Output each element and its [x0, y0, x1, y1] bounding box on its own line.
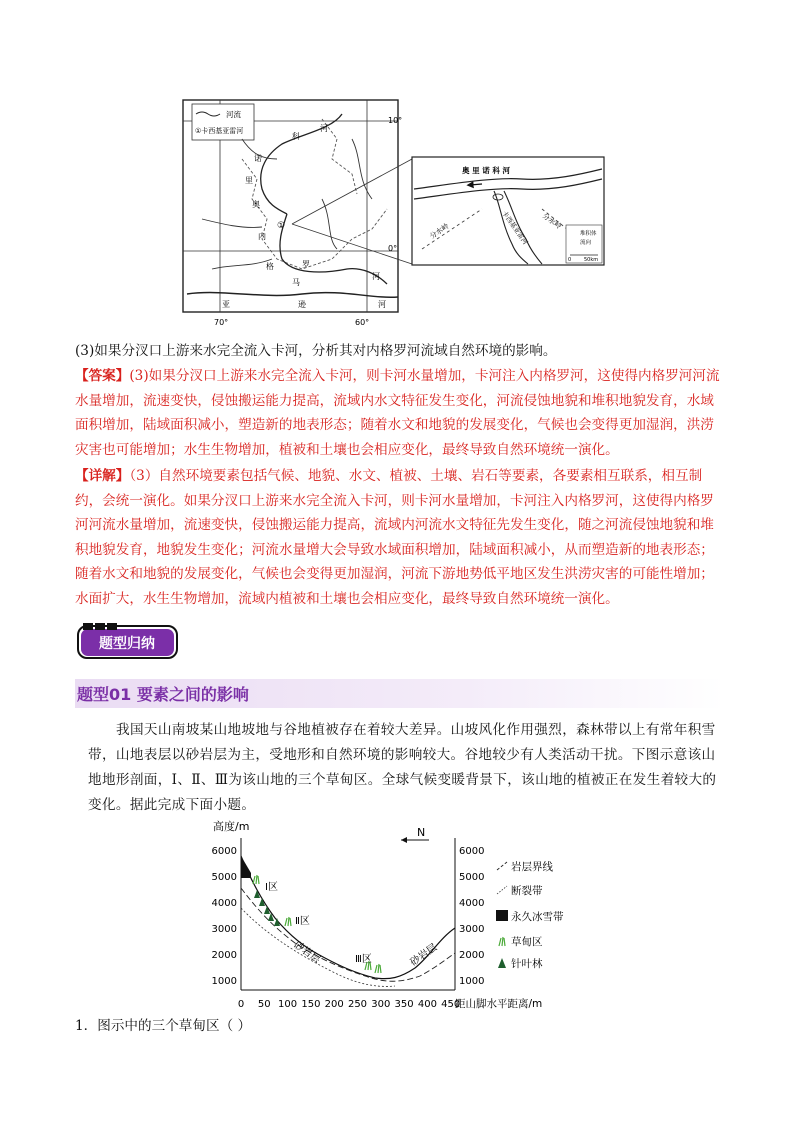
legend-item: 草甸区: [511, 936, 543, 948]
orinoco-char: 科: [292, 132, 300, 141]
profile-ylabel: 高度/m: [213, 820, 250, 833]
inset-casiquiare-label: 卡西基亚雷河: [500, 209, 530, 247]
zone-3-label: Ⅲ区: [355, 954, 372, 965]
inset-scale-0: 0: [568, 257, 572, 263]
amazon-char: 河: [378, 300, 386, 309]
legend-item: 永久冰雪带: [511, 911, 564, 923]
y-tick-label-right: 1000: [459, 976, 485, 987]
y-tick-label-right: 5000: [459, 872, 485, 883]
legend-casiquiare-label: ①卡西基亚雷河: [195, 127, 244, 135]
inset-legend-line1: 堆积体: [580, 231, 597, 237]
y-tick-label-left: 5000: [211, 872, 237, 883]
y-tick-label-right: 2000: [459, 950, 485, 961]
x-tick-label: 0: [237, 999, 245, 1010]
x-tick-label: 150: [301, 999, 321, 1010]
section-heading: [75, 679, 725, 708]
north-label: N: [417, 826, 426, 839]
question-1: 1．图示中的三个草甸区（ ）: [75, 1018, 252, 1034]
section-badge: [75, 620, 180, 662]
legend-river-label: 河流: [226, 110, 241, 119]
y-tick-label-right: 3000: [459, 924, 485, 935]
lon-60-label: 60°: [355, 318, 370, 327]
legend-item: 岩层界线: [511, 861, 553, 873]
legend-item: 针叶林: [511, 958, 543, 970]
orinoco-char: 奥: [252, 200, 260, 209]
casiquiare-marker: ①: [277, 221, 286, 231]
profile-figure: [205, 818, 600, 1018]
inset-legend-line2: 流向: [580, 240, 592, 246]
y-tick-label-left: 2000: [211, 950, 237, 961]
x-tick-label: 350: [394, 999, 414, 1010]
fault-zone: [241, 908, 395, 986]
rock-boundary: [241, 888, 455, 981]
map-figure: [182, 99, 608, 329]
inset-scale-50: 50km: [584, 257, 599, 263]
y-tick-label-right: 4000: [459, 898, 485, 909]
negro-char: 罗: [302, 260, 310, 269]
orinoco-char: 里: [245, 176, 253, 185]
amazon-char: 逊: [298, 300, 306, 309]
sandstone-right-label: 砂岩层: [408, 942, 440, 969]
section-title: 题型01 要素之间的影响: [77, 685, 249, 704]
x-tick-label: 400: [417, 999, 437, 1010]
conifer-forest: [254, 890, 280, 926]
question-stem: 我国天山南坡某山地坡地与谷地植被存在着较大差异。山坡风化作用强烈，森林带以上有常年积雪带，山地表层以砂岩层为主，受地形和自然环境的影响较大。谷地较少有人类活动干扰。下图示意该山地地形剖面，Ⅰ、Ⅱ、Ⅲ为该山地的三个草甸区。全球气候变暖背景下，该山地的植被正在发生着较大的变化。据此完成下面小题。: [88, 722, 717, 813]
zone-1-label: Ⅰ区: [265, 882, 278, 893]
answer-tag: 【答案】: [75, 368, 130, 384]
negro-char: 格: [266, 262, 274, 271]
profile-xlabel: 距山脚水平距离/m: [455, 998, 543, 1010]
amazon-char: 亚: [222, 300, 230, 309]
detail-text: （3）自然环境要素包括气候、地貌、水文、植被、土壤、岩石等要素，各要素相互联系，相互制约，会统一演化。如果分汊口上游来水完全流入卡河，则卡河水量增加，卡河注入内格罗河，这使得内格罗河河流水量增加，流速变快，侵蚀搬运能力提高，流域内河流水文特征先发生变化，随之河流侵蚀地貌和堆积地貌发育，地貌发生变化；河流水量增大会导致水域面积增加，陆域面积减小，从而塑造新的地表形态；随着水文和地貌的发展变化，气候也会变得更加湿润，河流下游地势低平地区发生洪涝灾害的可能性增加；水面扩大，水生生物增加，流域内植被和土壤也会相应变化，最终导致自然环境统一演化。: [75, 468, 714, 607]
inset-divide-right: 分水岭: [540, 212, 563, 231]
inset-divide-left: 分水岭: [428, 222, 451, 241]
negro-char: 内: [258, 232, 266, 241]
x-tick-label: 100: [278, 999, 298, 1010]
x-tick-label: 250: [347, 999, 368, 1010]
y-tick-label-left: 4000: [211, 898, 237, 909]
lon-70-label: 70°: [214, 318, 229, 327]
legend-item: 断裂带: [511, 885, 543, 897]
inset-orinoco-label: 奥 里 诺 科 河: [462, 166, 510, 175]
x-tick-label: 200: [324, 999, 344, 1010]
detail-block: [75, 464, 725, 612]
x-tick-label: 450: [441, 999, 461, 1010]
lat-10-label: 10°: [388, 116, 403, 125]
profile-legend: [496, 860, 564, 970]
detail-tag: 【详解】: [75, 468, 130, 484]
snow-band: [241, 856, 251, 878]
y-tick-label-right: 6000: [459, 846, 485, 857]
amazon-char: 马: [292, 278, 300, 287]
answer-block: [75, 364, 725, 462]
zone-2-label: Ⅱ区: [295, 916, 310, 927]
badge-label: 题型归纳: [99, 636, 155, 652]
y-tick-label-left: 3000: [211, 924, 237, 935]
orinoco-char: 诺: [254, 154, 262, 163]
answer-text: (3)如果分汊口上游来水完全流入卡河，则卡河水量增加，卡河注入内格罗河，这使得内格罗河河流水量增加，流速变快，侵蚀搬运能力提高，流域内水文特征发生变化，河流侵蚀地貌和堆积地貌发育，水域面积增加，陆域面积减小，塑造新的地表形态；随着水文和地貌的发展变化，气候也会变得更加湿润，洪涝灾害也可能增加；水生生物增加，植被和土壤也会相应变化，最终导致自然环境统一演化。: [75, 368, 720, 458]
lat-0-label: 0°: [388, 244, 398, 253]
y-tick-label-left: 1000: [211, 976, 237, 987]
x-tick-label: 300: [371, 999, 391, 1010]
y-tick-label-left: 6000: [211, 846, 237, 857]
negro-char: 河: [372, 272, 380, 281]
question-3: (3)如果分汊口上游来水完全流入卡河，分析其对内格罗河流域自然环境的影响。: [75, 343, 557, 359]
x-tick-label: 50: [257, 999, 271, 1010]
orinoco-char: 河: [320, 124, 328, 133]
sandstone-left-label: 砂岩层: [291, 939, 323, 966]
